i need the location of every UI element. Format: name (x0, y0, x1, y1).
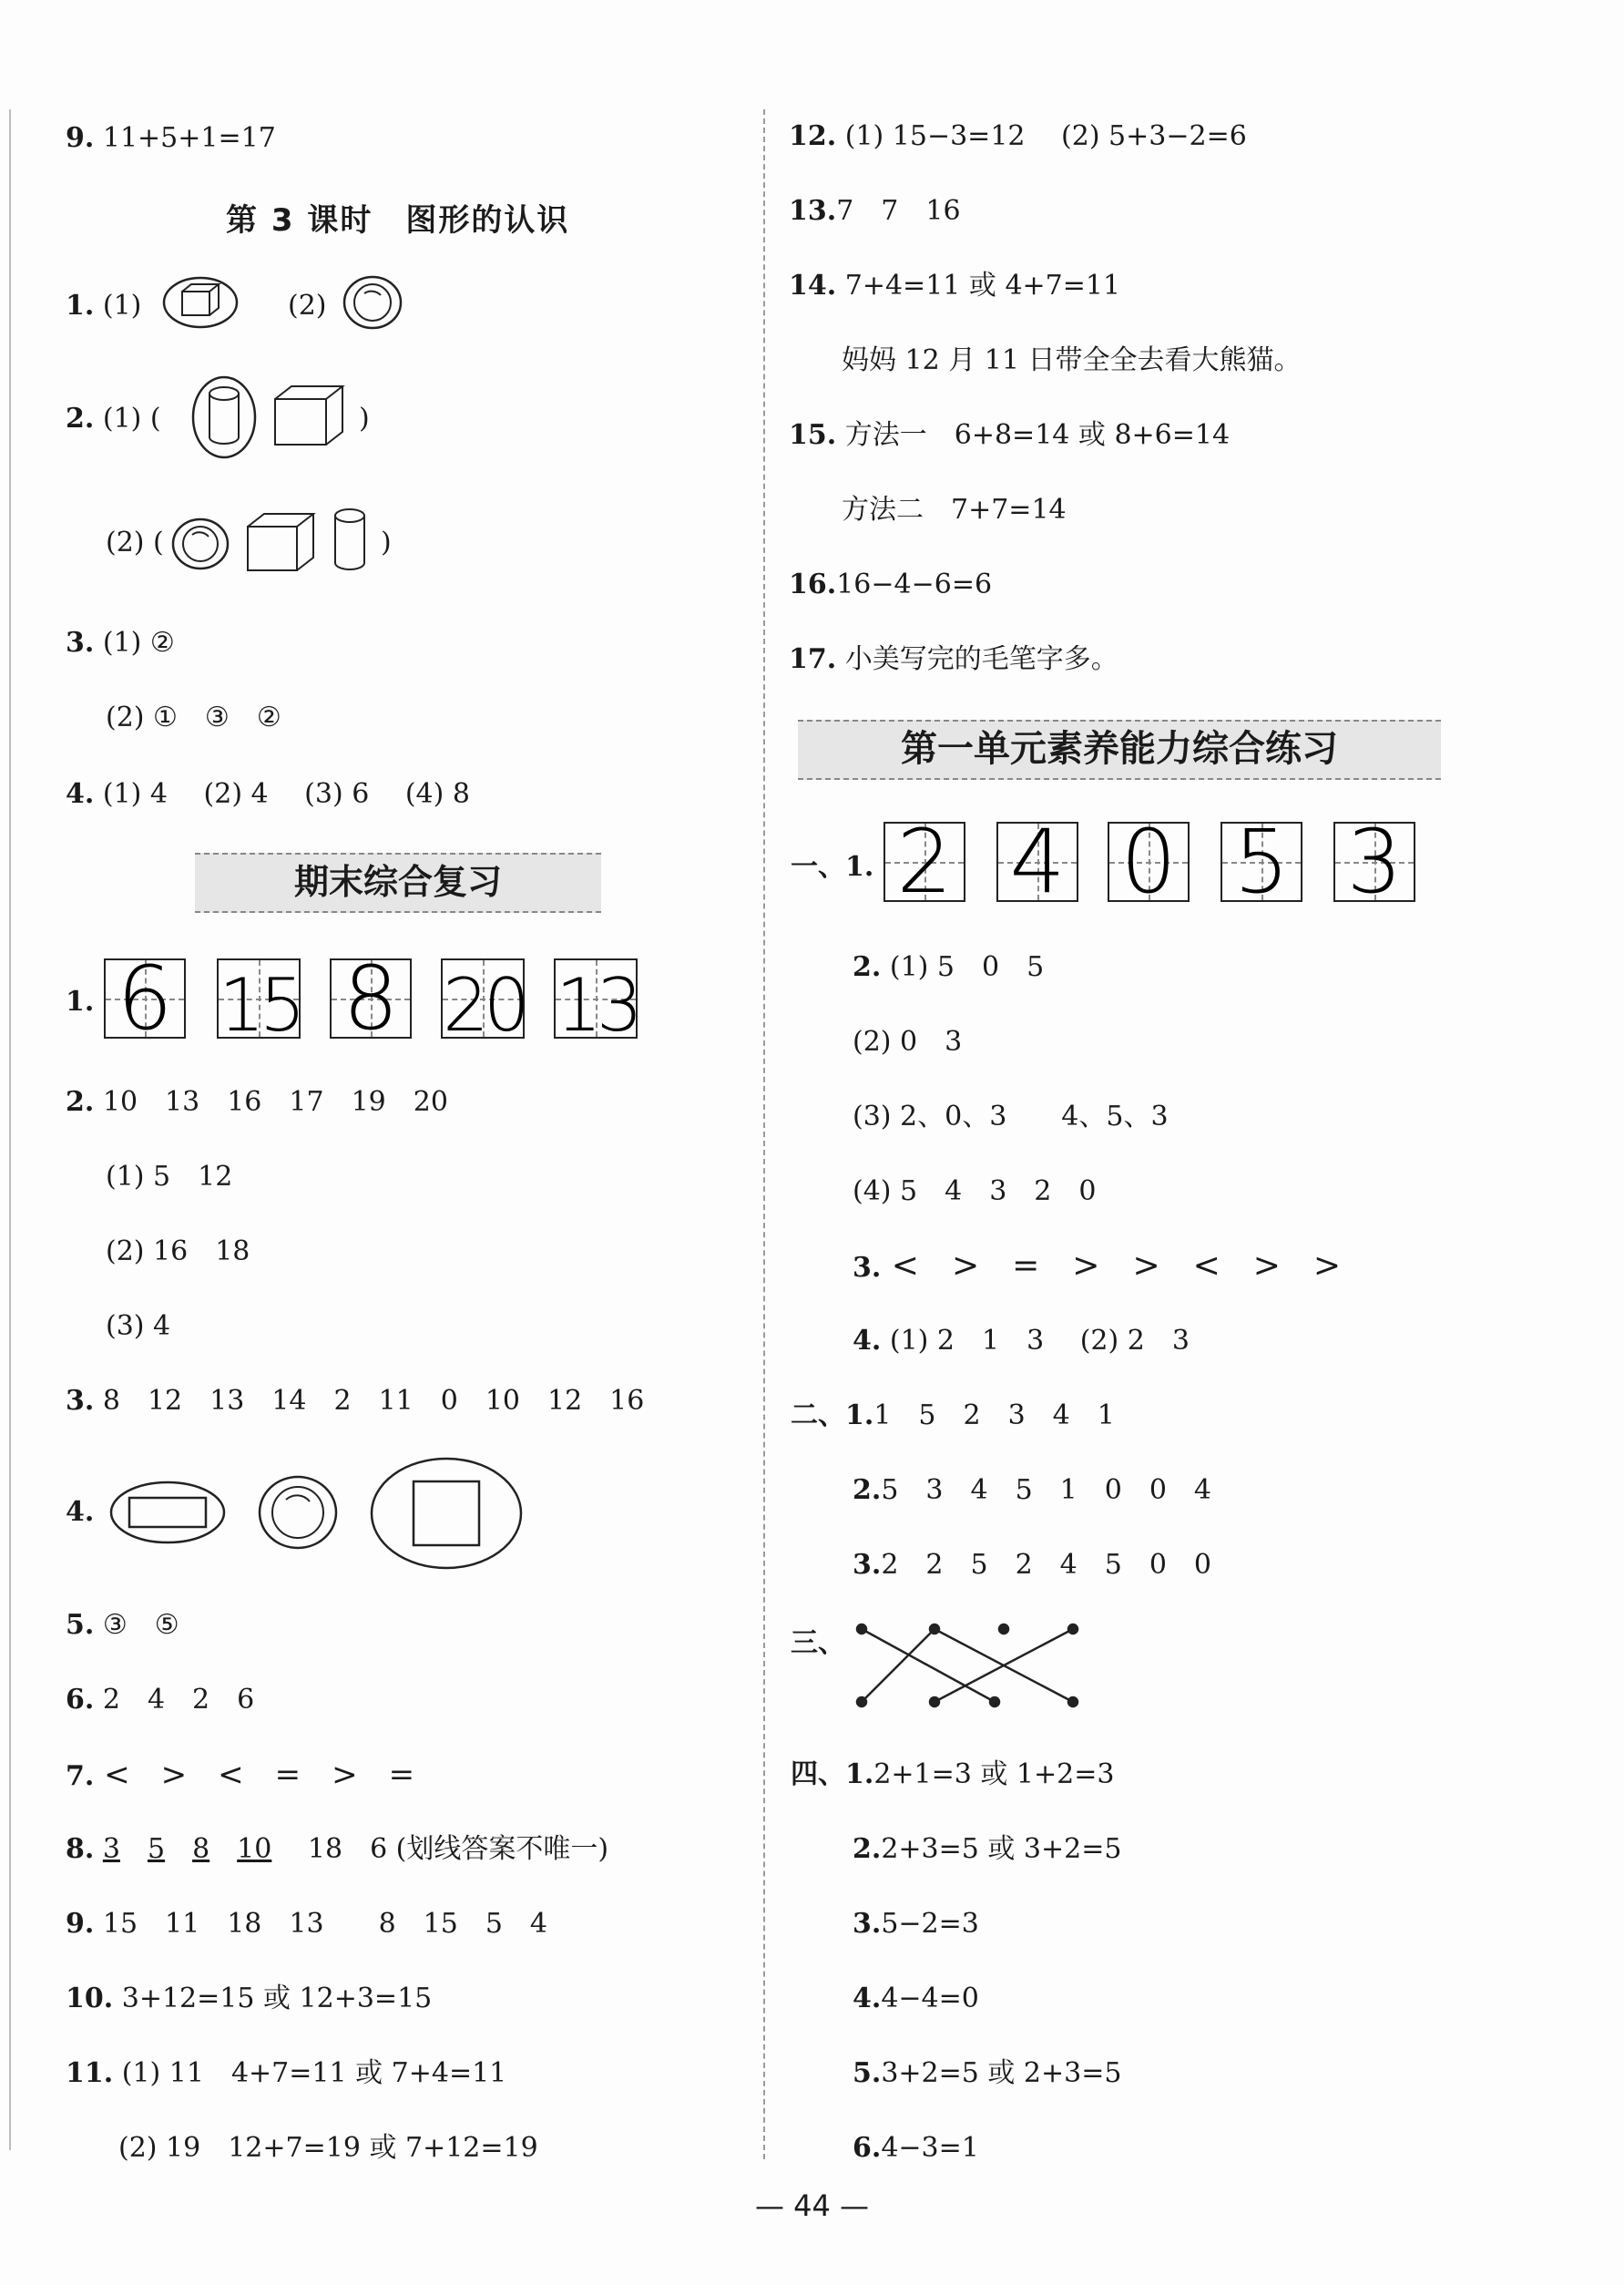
digit-writing-box (104, 948, 186, 1050)
matching-lines-diagram (847, 1614, 1093, 1715)
item-number: 5. (853, 2057, 882, 2089)
answer-text: (2) 0 3 (853, 1026, 963, 1058)
sub-label: (1) (102, 290, 142, 322)
item-number: 二、1. (791, 1399, 874, 1431)
answer-text: (2) 19 12+7=19 或 7+12=19 (118, 2132, 538, 2164)
written-digit: 6 (117, 948, 173, 1050)
item-number: 4. (66, 778, 95, 810)
answer-text: 15 11 18 13 8 15 5 4 (102, 1908, 548, 1940)
sub-label: (1) ( (102, 403, 161, 435)
digit-writing-box (1221, 811, 1302, 913)
item-number: 17. (789, 643, 837, 675)
right-q13 (789, 193, 961, 230)
sec1-q4 (853, 1323, 1190, 1359)
review-q4 (66, 1494, 94, 1531)
section-title: 期末综合复习 (293, 862, 502, 902)
right-q16 (789, 567, 992, 603)
answer-text: (1) ② (102, 627, 175, 659)
square-in-ellipse-icon (368, 1454, 525, 1573)
shape-q3 (66, 625, 175, 661)
written-digit: 13 (556, 963, 638, 1048)
review-q5 (66, 1607, 179, 1644)
left-margin-line (9, 109, 11, 2150)
circle-in-ellipse-icon (257, 1474, 339, 1551)
answer-text: 16−4−6=6 (836, 569, 993, 600)
circle-in-ellipse-icon (169, 516, 233, 572)
right-q15 (789, 417, 1230, 454)
item-number: 6. (853, 2132, 882, 2164)
item-number: 3. (853, 1549, 882, 1581)
sec4-line6 (853, 2130, 979, 2167)
answer-text: 2+3=5 或 3+2=5 (881, 1833, 1122, 1865)
digit-writing-box (1333, 811, 1415, 913)
answer-text: 3+12=15 或 12+3=15 (121, 1983, 433, 2014)
answer-text: (2) ① ③ ② (106, 702, 281, 733)
item-number: 2. (853, 951, 882, 983)
sec4-line5 (853, 2055, 1121, 2092)
digit-writing-box (1108, 811, 1190, 913)
written-digit: 0 (1120, 811, 1177, 913)
item-number: 3. (66, 1385, 95, 1417)
underlined-answer: 5 (147, 1833, 166, 1865)
item-number: 9. (66, 1908, 95, 1940)
review-q3 (66, 1383, 644, 1419)
item-number: 14. (789, 270, 837, 302)
item-number: 四、1. (791, 1758, 874, 1790)
shape-q2-part2: (2) ( (106, 527, 164, 558)
digit-writing-box (441, 958, 525, 1048)
item-number: 3. (66, 627, 95, 659)
answer-text: (1) 15−3=12 (2) 5+3−2=6 (844, 120, 1247, 152)
cube-icon (271, 383, 348, 452)
sec1-q2 (853, 949, 1044, 986)
item-number: 2. (853, 1833, 882, 1865)
written-digit: 5 (1233, 811, 1290, 913)
answer-text: (1) 11 4+7=11 或 7+4=11 (121, 2057, 507, 2089)
written-digit: 2 (896, 811, 953, 913)
closing-paren: ) (359, 403, 370, 435)
answer-text: 2+1=3 或 1+2=3 (873, 1758, 1115, 1790)
digit-writing-box (217, 958, 301, 1048)
item-number: 1. (66, 986, 95, 1018)
digit-writing-box (996, 811, 1078, 913)
review-q7 (66, 1757, 414, 1795)
page-number: — 44 — (754, 2188, 870, 2223)
circle-in-ellipse-icon (342, 275, 403, 330)
sec1-q3 (853, 1248, 1341, 1286)
answer-text: (1) 5 0 5 (889, 951, 1045, 983)
answer-text: 7 7 16 (836, 195, 961, 227)
review-section-banner (195, 853, 601, 913)
written-digit: 20 (443, 963, 525, 1048)
answer-text: ③ ⑤ (102, 1609, 179, 1641)
digit-writing-box (883, 811, 965, 913)
answer-text: 3+2=5 或 2+3=5 (881, 2057, 1122, 2089)
answer-text: (1) 5 12 (106, 1161, 233, 1193)
answer-text: (4) 5 4 3 2 0 (853, 1175, 1097, 1207)
item-number: 三、 (791, 1627, 845, 1659)
cube-in-ellipse-icon (162, 275, 239, 330)
answer-text: 1 5 2 3 4 1 (873, 1399, 1115, 1431)
item-number: 16. (789, 569, 837, 600)
answer-text: 7+4=11 或 4+7=11 (844, 270, 1121, 302)
answer-text: 2 4 2 6 (102, 1684, 255, 1716)
answer-text: < > < = > = (104, 1757, 415, 1793)
answer-text: 5 3 4 5 1 0 0 4 (881, 1474, 1212, 1506)
answer-text: < > = > > < > > (891, 1247, 1342, 1285)
sec4-line4 (853, 1981, 979, 2017)
answer-text: (2) 16 18 (106, 1235, 250, 1267)
underlined-answer: 3 (102, 1833, 120, 1865)
underlined-answer: 8 (192, 1833, 210, 1865)
item-number: 15. (789, 419, 837, 451)
answer-text: 8 12 13 14 2 11 0 10 12 16 (102, 1385, 645, 1417)
review-q2 (66, 1084, 448, 1121)
answer-text: (1) 4 (2) 4 (3) 6 (4) 8 (102, 778, 470, 810)
answer-text: 4−4=0 (881, 1983, 979, 2014)
item-number: 3. (853, 1908, 882, 1940)
right-q14 (789, 268, 1120, 304)
review-q8 (66, 1831, 608, 1868)
answer-text: 5−2=3 (881, 1908, 979, 1940)
item-number: 2. (853, 1474, 882, 1506)
item-number: 10. (66, 1983, 114, 2014)
sec2-line2 (853, 1472, 1211, 1509)
answer-text: 18 6 (划线答案不唯一) (307, 1833, 609, 1865)
closing-paren: ) (381, 527, 392, 558)
digit-writing-box (554, 958, 638, 1048)
unit-section-banner (798, 720, 1441, 780)
item-number: 9. (66, 122, 95, 154)
right-q12 (789, 118, 1247, 155)
column-divider (763, 109, 765, 2159)
rectangle-in-ellipse-icon (107, 1480, 228, 1545)
item-number: 3. (853, 1252, 882, 1284)
review-q6 (66, 1682, 254, 1718)
answer-text: (1) 2 1 3 (2) 2 3 (889, 1325, 1190, 1357)
sec4-line1 (791, 1757, 1114, 1793)
answer-text: 妈妈 12 月 11 日带全全去看大熊猫。 (842, 344, 1302, 376)
written-digit: 8 (342, 948, 399, 1050)
answer-text: 方法二 7+7=14 (842, 494, 1067, 526)
review-q10 (66, 1981, 432, 2017)
sec3-label (791, 1625, 845, 1662)
answer-text: 方法一 6+8=14 或 8+6=14 (844, 419, 1231, 451)
shape-q4 (66, 776, 470, 813)
item-number: 1. (66, 290, 95, 322)
cylinder-in-ellipse-icon (188, 374, 264, 461)
shape-q2 (66, 401, 161, 437)
review-q11 (66, 2055, 506, 2092)
answer-text: 10 13 16 17 19 20 (102, 1086, 448, 1118)
written-digit: 15 (219, 963, 301, 1048)
answer-text: 4−3=1 (881, 2132, 979, 2164)
item-number: 一、1. (791, 851, 874, 883)
section-title: 第一单元素养能力综合练习 (901, 728, 1338, 770)
sec4-line3 (853, 1906, 979, 1942)
shape-q1-part2: (2) (288, 290, 327, 322)
item-number: 2. (66, 403, 95, 435)
underlined-answer: 10 (237, 1833, 272, 1865)
written-digit: 3 (1346, 811, 1403, 913)
item-number: 12. (789, 120, 837, 152)
answer-text: 小美写完的毛笔字多。 (844, 643, 1118, 675)
review-q1 (66, 984, 94, 1020)
sec4-line2 (853, 1831, 1121, 1868)
lesson-title: 第 3 课时 图形的认识 (226, 202, 570, 239)
sec1-label (791, 849, 873, 886)
answer-text: 2 2 5 2 4 5 0 0 (881, 1549, 1212, 1581)
shape-q1 (66, 288, 141, 324)
review-q9 (66, 1906, 547, 1942)
item-number: 8. (66, 1833, 95, 1865)
sec2-line1 (791, 1398, 1115, 1434)
answer-text: (3) 2、0、3 4、5、3 (853, 1101, 1169, 1132)
item-number: 7. (66, 1760, 95, 1792)
item-number: 11. (66, 2057, 114, 2089)
item-number: 4. (66, 1496, 95, 1528)
item-number: 4. (853, 1325, 882, 1357)
cylinder-icon (330, 505, 375, 578)
written-digit: 4 (1009, 811, 1066, 913)
digit-writing-box (330, 948, 412, 1050)
right-q17 (789, 641, 1118, 678)
sec2-line3 (853, 1547, 1211, 1583)
cube-icon (244, 510, 321, 576)
item-number: 13. (789, 195, 837, 227)
answer-text: 11+5+1=17 (102, 122, 276, 154)
left-q9-top (66, 120, 276, 157)
answer-text: (3) 4 (106, 1310, 171, 1342)
item-number: 4. (853, 1983, 882, 2014)
item-number: 6. (66, 1684, 95, 1716)
item-number: 2. (66, 1086, 95, 1118)
item-number: 5. (66, 1609, 95, 1641)
